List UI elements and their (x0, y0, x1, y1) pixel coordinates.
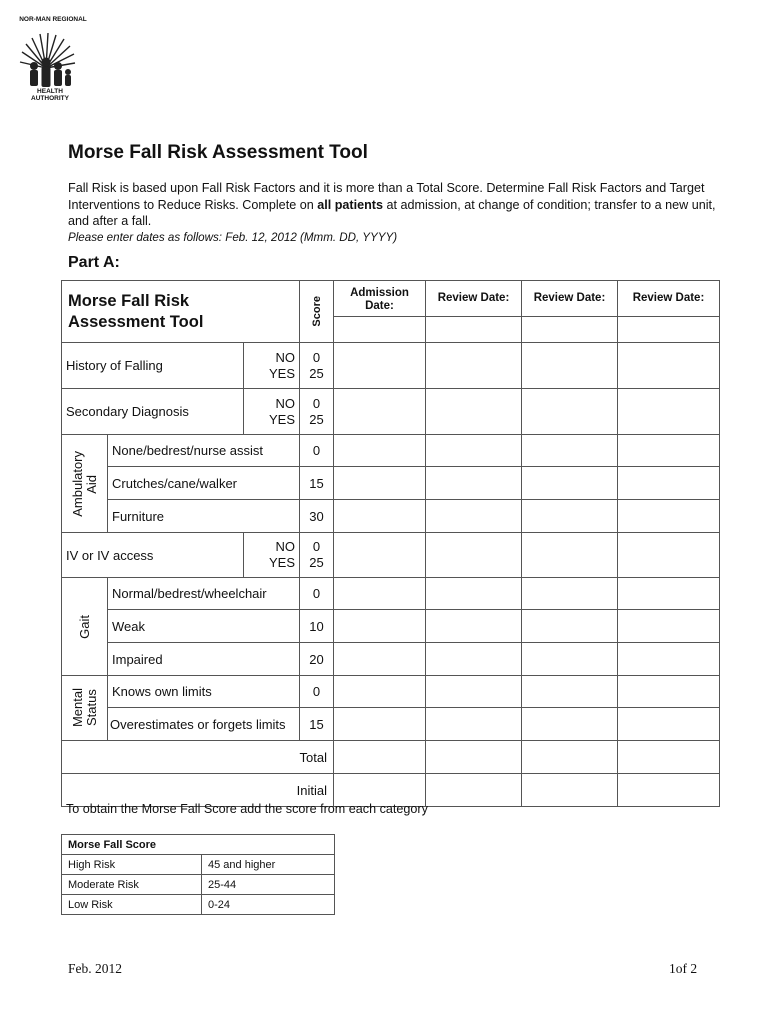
risk-range: 0-24 (202, 895, 335, 915)
mental-option-2: Overestimates or forgets limits (108, 708, 300, 741)
risk-score-table (61, 834, 335, 915)
sunburst-people-icon (8, 22, 98, 94)
ambulatory-score-1: 0 (300, 435, 334, 467)
score-input[interactable] (334, 610, 426, 643)
secondary-scores (300, 389, 334, 435)
score-input[interactable] (522, 708, 618, 741)
date-format-note: Please enter dates as follows: Feb. 12, 2012 (Mmm. DD, YYYY) (68, 230, 398, 244)
gait-score-2: 10 (300, 610, 334, 643)
score-input[interactable] (522, 643, 618, 676)
score-header-cell (300, 281, 334, 343)
score-input[interactable] (334, 467, 426, 500)
score-input[interactable] (334, 435, 426, 467)
review-date-header-2: Review Date: (522, 281, 618, 317)
ambulatory-option-1: None/bedrest/nurse assist (108, 435, 300, 467)
history-options (244, 343, 300, 389)
gait-option-3: Impaired (108, 643, 300, 676)
gait-group (62, 578, 108, 676)
scoring-instruction: To obtain the Morse Fall Score add the score from each category (66, 802, 428, 816)
risk-range: 45 and higher (202, 855, 335, 875)
history-no-score: 0 (312, 349, 321, 365)
table-row (62, 875, 335, 895)
score-input[interactable] (618, 435, 720, 467)
morse-assessment-table (61, 280, 720, 807)
admission-date-header (334, 281, 426, 317)
iv-access-label: IV or IV access (62, 533, 244, 578)
admission-header-line2: Date: (365, 300, 394, 312)
initial-input[interactable] (618, 774, 720, 807)
total-input[interactable] (522, 741, 618, 774)
review-date-input-2[interactable] (522, 317, 618, 343)
review-date-header-3: Review Date: (618, 281, 720, 317)
intro-text-1: Fall Risk is based upon Fall Risk Factors and it is more than a Total Score. Determine Fall Risk Factors and Target Interventions to Reduce Risks. Complete on (68, 181, 705, 212)
page-title: Morse Fall Risk Assessment Tool (68, 142, 368, 163)
total-label: Total (62, 741, 334, 774)
gait-option-2: Weak (108, 610, 300, 643)
score-input[interactable] (426, 578, 522, 610)
score-input[interactable] (334, 708, 426, 741)
mental-score-1: 0 (300, 676, 334, 708)
score-input[interactable] (334, 643, 426, 676)
risk-range: 25-44 (202, 875, 335, 895)
org-logo (8, 16, 98, 104)
table-title-cell (62, 281, 300, 343)
score-input[interactable] (426, 435, 522, 467)
score-input[interactable] (334, 389, 426, 435)
score-input[interactable] (426, 610, 522, 643)
score-input[interactable] (618, 343, 720, 389)
secondary-no: NO (275, 395, 295, 411)
ambulatory-aid-group (62, 435, 108, 533)
secondary-no-score: 0 (312, 395, 321, 411)
secondary-yes: YES (268, 411, 295, 427)
admission-header-line1: Admission (350, 287, 409, 299)
mental-option-1: Knows own limits (108, 676, 300, 708)
score-input[interactable] (618, 643, 720, 676)
score-input[interactable] (618, 467, 720, 500)
mental-status-group (62, 676, 108, 741)
score-input[interactable] (426, 500, 522, 533)
iv-no-score: 0 (312, 539, 321, 554)
score-input[interactable] (618, 533, 720, 578)
score-input[interactable] (522, 610, 618, 643)
score-input[interactable] (334, 533, 426, 578)
score-input[interactable] (522, 389, 618, 435)
score-input[interactable] (334, 343, 426, 389)
score-input[interactable] (426, 389, 522, 435)
score-input[interactable] (426, 343, 522, 389)
score-input[interactable] (522, 676, 618, 708)
part-a-label: Part A: (68, 254, 120, 271)
ambulatory-score-2: 15 (300, 467, 334, 500)
ambulatory-label-2: Aid (83, 474, 99, 493)
risk-table-header: Morse Fall Score (62, 835, 335, 855)
gait-score-3: 20 (300, 643, 334, 676)
iv-no: NO (275, 539, 295, 554)
ambulatory-label-1: Ambulatory (69, 450, 85, 517)
admission-date-input[interactable] (334, 317, 426, 343)
secondary-diagnosis-label: Secondary Diagnosis (62, 389, 244, 435)
history-no: NO (275, 349, 295, 365)
score-input[interactable] (618, 500, 720, 533)
review-date-input-3[interactable] (618, 317, 720, 343)
score-input[interactable] (618, 389, 720, 435)
risk-level: High Risk (62, 855, 202, 875)
initial-input[interactable] (522, 774, 618, 807)
table-row (62, 855, 335, 875)
score-input[interactable] (522, 343, 618, 389)
table-title-line2: Assessment Tool (68, 312, 204, 331)
score-input[interactable] (334, 578, 426, 610)
intro-paragraph (68, 180, 718, 246)
score-input[interactable] (522, 435, 618, 467)
gait-label: Gait (76, 614, 92, 639)
score-input[interactable] (618, 676, 720, 708)
ambulatory-score-3: 30 (300, 500, 334, 533)
iv-options (244, 533, 300, 578)
review-date-header-1: Review Date: (426, 281, 522, 317)
logo-authority: AUTHORITY (31, 95, 69, 102)
score-input[interactable] (426, 643, 522, 676)
score-input[interactable] (618, 610, 720, 643)
secondary-options (244, 389, 300, 435)
gait-score-1: 0 (300, 578, 334, 610)
ambulatory-option-3: Furniture (108, 500, 300, 533)
logo-health: HEALTH (37, 88, 63, 95)
total-input[interactable] (618, 741, 720, 774)
risk-level: Low Risk (62, 895, 202, 915)
footer-page-number: 1of 2 (669, 961, 698, 976)
mental-label-1: Mental (69, 688, 85, 728)
total-input[interactable] (426, 741, 522, 774)
score-input[interactable] (426, 708, 522, 741)
score-input[interactable] (522, 533, 618, 578)
history-scores (300, 343, 334, 389)
history-falling-label: History of Falling (62, 343, 244, 389)
intro-bold: all patients (317, 197, 383, 212)
mental-label-2: Status (83, 689, 99, 727)
gait-option-1: Normal/bedrest/wheelchair (108, 578, 300, 610)
score-input[interactable] (426, 676, 522, 708)
score-header: Score (310, 296, 323, 327)
review-date-input-1[interactable] (426, 317, 522, 343)
table-row (62, 895, 335, 915)
secondary-yes-score: 25 (309, 411, 324, 427)
score-input[interactable] (522, 467, 618, 500)
score-input[interactable] (426, 467, 522, 500)
history-yes-score: 25 (309, 365, 324, 381)
score-input[interactable] (618, 708, 720, 741)
score-input[interactable] (334, 500, 426, 533)
iv-scores (300, 533, 334, 578)
score-input[interactable] (426, 533, 522, 578)
iv-yes: YES (268, 555, 295, 570)
initial-label: Initial (62, 774, 334, 807)
total-input[interactable] (334, 741, 426, 774)
ambulatory-option-2: Crutches/cane/walker (108, 467, 300, 500)
mental-score-2: 15 (300, 708, 334, 741)
footer-date: Feb. 2012 (68, 961, 122, 976)
score-input[interactable] (334, 676, 426, 708)
score-input[interactable] (522, 578, 618, 610)
table-title-line1: Morse Fall Risk (68, 291, 190, 310)
initial-input[interactable] (426, 774, 522, 807)
score-input[interactable] (618, 578, 720, 610)
history-yes: YES (268, 365, 295, 381)
iv-yes-score: 25 (309, 555, 324, 570)
score-input[interactable] (522, 500, 618, 533)
logo-org-name: NOR-MAN REGIONAL (19, 16, 87, 23)
intro-text-2: at admission, at change of condition; transfer to a new unit, and after a fall. (68, 197, 716, 228)
risk-level: Moderate Risk (62, 875, 202, 895)
